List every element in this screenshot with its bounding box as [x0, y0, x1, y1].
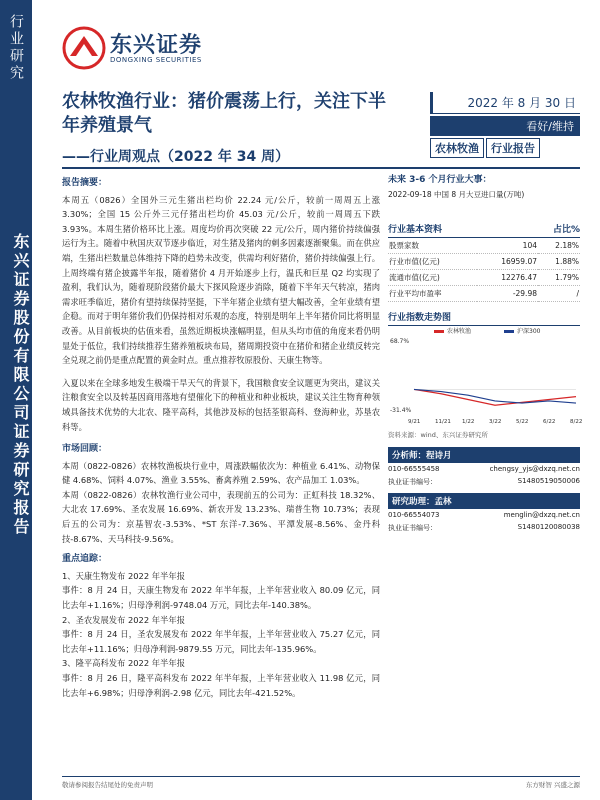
basics-heading: 行业基本资料: [388, 225, 443, 235]
table-row: [388, 238, 580, 254]
event-item: 2022-09-18 中国 8 月大豆进口量(万吨): [388, 190, 525, 199]
analyst-block: [388, 447, 580, 535]
rating-badge: 看好/维持: [430, 116, 580, 136]
summary-paragraph-1: 本周五（0826）全国外三元生猪出栏均价 22.24 元/公斤，较前一周周五上涨 3.30%；全国 15 公斤外三元仔猪出栏均价 45.03 元/公斤，较前一周周五下跌 3.93%。本周生猪价格环比上涨。周度均价再次突破 22 元/公斤，周内猪价持续偏强运行为主。随着中秋国庆双节逐步临近，对生猪及猪肉的刺多因素逐渐聚集。而在供应端，生猪出栏数量总体维持下降的趋势未改变，供需均利好猪价，猪价持续偏强上行。上周终端有猪企披露半年报，随着猪价 4 月开始逐步上行，温氏和巨星 Q2 均实现了盈利，我们认为，随着现阶段猪价最大下探风险逐步消除，随着下半年天气转凉，猪肉需求旺季临近，猪价有望持续保持坚挺，下半年猪企业绩有望大幅改善，全年业绩有望企稳。而对于明年猪价我们仍保持相对乐观的态度，特别是明年上半年猪价同比将明显改善。从目前板块的估值来看，虽然近期板块涨幅明显，但从头均市值的角度来看仍明显处于低位，我们持续推荐生猪养殖板块布局，猪周期投资中在猪价和猪企业绩反转完全兑现之前仍是重点配置的黄金时点。重点推荐牧原股份、天康生物等。: [62, 194, 380, 366]
y-tick-top: 68.7%: [390, 338, 410, 345]
trend-chart: [388, 326, 583, 426]
basics-label: 行业市值(亿元): [388, 254, 477, 270]
sidebar-company-label: 东兴证券股份有限公司证券研究报告: [11, 233, 30, 537]
basics-value: 12276.47: [477, 270, 538, 286]
report-tags: [430, 138, 580, 158]
table-row: [388, 254, 580, 270]
report-subtitle: ——行业周观点（2022 年 34 周）: [62, 149, 290, 165]
basics-header: [388, 222, 580, 238]
legend-label: 沪深300: [517, 328, 541, 335]
news-item-title: 2、圣农发展发布 2022 年半年报: [62, 614, 185, 625]
assistant-email[interactable]: menglin@dxzq.net.cn: [503, 511, 580, 519]
company-logo: [62, 26, 242, 70]
summary-heading: 报告摘要：: [62, 178, 108, 188]
basics-table: [388, 238, 580, 302]
x-tick-label: 8/22: [570, 419, 583, 425]
y-tick-bottom: -31.4%: [390, 407, 412, 414]
summary-paragraph-2: 入夏以来在全球多地发生极端干旱天气的背景下，我国粮食安全议题更为突出，建议关注粮食安全以及转基因商用落地有望催化下的种植业和种业板块，建议关注生物育种领域具备技术优势的大北农、隆平高科，其他涉及标的包括荃银高科、登海种业，苏垦农科等。: [62, 377, 380, 432]
news-heading: 重点追踪：: [62, 554, 108, 565]
footer-disclaimer: 敬请参阅报告结尾处的免责声明: [62, 781, 153, 789]
news-item-title: 1、天康生物发布 2022 年半年报: [62, 570, 185, 581]
analyst-contact: [388, 463, 580, 475]
side-column: [388, 172, 583, 535]
basics-pct: /: [538, 286, 580, 302]
basics-value: -29.98: [477, 286, 538, 302]
series-line-1: [414, 389, 576, 403]
logo-text-en: DONGXING SECURITIES: [110, 56, 202, 64]
analyst-name: 分析师：程诗月: [388, 447, 580, 463]
basics-value: 16959.07: [477, 254, 538, 270]
basics-label: 流通市值(亿元): [388, 270, 477, 286]
x-tick-label: 9/21: [408, 419, 421, 425]
basics-pct: 2.18%: [538, 238, 580, 254]
logo-mark-icon: [62, 26, 106, 70]
assistant-cert-label: 执业证书编号：: [388, 524, 437, 532]
x-tick-label: 3/22: [489, 419, 502, 425]
analyst-phone: 010-66555458: [388, 465, 440, 473]
market-heading: 市场回顾：: [62, 444, 108, 455]
table-row: [388, 270, 580, 286]
x-tick-label: 1/22: [462, 419, 475, 425]
report-meta: [430, 92, 580, 158]
basics-label: 行业平均市盈率: [388, 286, 477, 302]
sidebar-top-label: 行业研究: [8, 13, 24, 82]
logo-text-cn: 东兴证券: [110, 33, 203, 58]
chart-source: 资料来源：wind、东兴证券研究所: [388, 431, 488, 439]
events-heading: 未来 3-6 个月行业大事：: [388, 175, 492, 185]
report-title: 农林牧渔行业：猪价震荡上行，关注下半年养殖景气: [62, 91, 386, 136]
assistant-cert: S1480120080038: [517, 523, 580, 531]
legend-swatch: [434, 330, 444, 333]
table-row: [388, 286, 580, 302]
assistant-cert-row: [388, 521, 580, 535]
news-item-body: 事件：8 月 24 日，圣农发展发布 2022 年半年报，上半年营业收入 75.27 亿元，同比去年+11.16%；归母净利润-9879.55 万元，同比去年-135.96%。: [62, 629, 380, 654]
analyst-cert-row: [388, 475, 580, 489]
news-item-body: 事件：8 月 26 日，隆平高科发布 2022 年半年报，上半年营业收入 11.98 亿元，同比去年+6.98%；归母净利润-2.98 亿元，同比去年-421.52%。: [62, 673, 380, 698]
page-footer: [62, 776, 580, 789]
x-tick-label: 5/22: [516, 419, 529, 425]
x-tick-label: 11/21: [435, 419, 451, 425]
news-item-title: 3、隆平高科发布 2022 年半年报: [62, 658, 185, 669]
industry-tag: 农林牧渔: [430, 138, 484, 158]
x-tick-label: 6/22: [543, 419, 556, 425]
header-divider: [62, 167, 580, 169]
assistant-phone: 010-66554073: [388, 511, 440, 519]
assistant-contact: [388, 509, 580, 521]
report-date: 2022 年 8 月 30 日: [430, 92, 580, 114]
basics-pct: 1.79%: [538, 270, 580, 286]
main-column: [62, 172, 380, 700]
trend-heading: 行业指数走势图: [388, 310, 580, 326]
news-item-body: 事件：8 月 24 日，天康生物发布 2022 年半年报，上半年营业收入 80.09 亿元，同比去年+1.16%；归母净利润-9748.04 万元，同比去年-140.38%。: [62, 585, 380, 611]
legend-swatch: [504, 330, 514, 333]
basics-label: 股票家数: [388, 238, 477, 254]
market-paragraph-2: 本周（0822-0826）农林牧渔行业公司中，表现前五的公司为：正虹科技 18.32%、大北农 17.69%、圣农发展 16.69%、新农开发 13.23%、瑞普生物 10.73%；表现后五的公司为：京基智农-3.53%、*ST 东洋-7.36%、平潭发展-8.56%、金丹科技-8.67%、天马科技-9.56%。: [62, 489, 380, 544]
assistant-name: 研究助理：孟林: [388, 493, 580, 509]
footer-slogan: 东方财智 兴盛之源: [525, 781, 580, 789]
legend-label: 农林牧渔: [447, 328, 472, 335]
analyst-email[interactable]: chengsy_yjs@dxzq.net.cn: [489, 465, 580, 473]
sidebar: [0, 0, 32, 800]
analyst-cert: S1480519050006: [517, 477, 580, 485]
market-paragraph-1: 本周（0822-0826）农林牧渔板块行业中，周涨跌幅依次为：种植业 6.41%、动物保健 4.68%、饲料 4.07%、渔业 3.55%、畜禽养殖 2.59%、农产品加工 1.03%。: [62, 460, 380, 486]
analyst-cert-label: 执业证书编号：: [388, 478, 437, 486]
basics-pct: 1.88%: [538, 254, 580, 270]
basics-pct-label: 占比%: [552, 225, 580, 235]
report-type-tag: 行业报告: [486, 138, 540, 158]
basics-value: 104: [477, 238, 538, 254]
